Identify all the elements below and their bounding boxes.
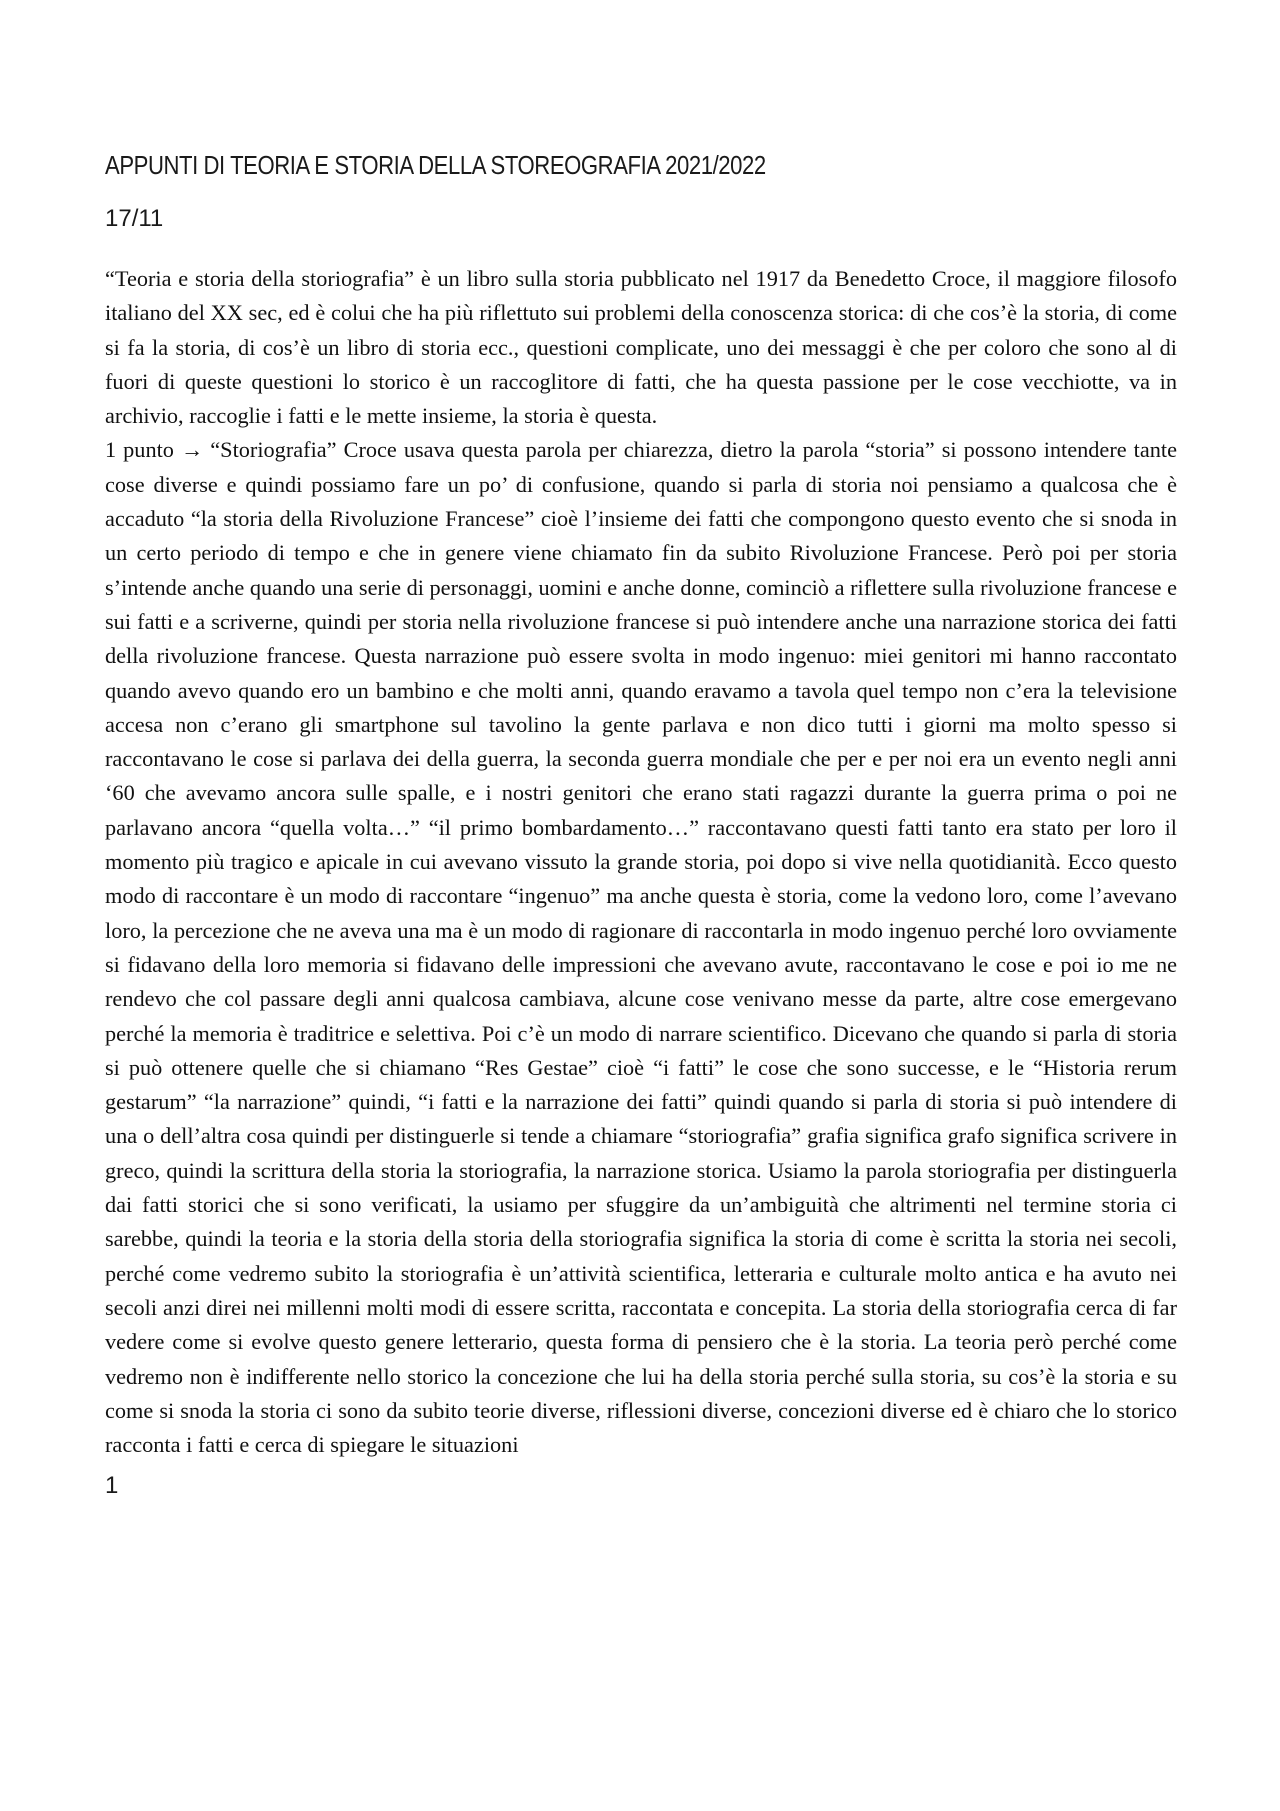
- document-date: 17/11: [105, 205, 164, 232]
- document-title: APPUNTI DI TEORIA E STORIA DELLA STOREOGRAFIA 2021/2022: [105, 150, 766, 180]
- page-number: 1: [105, 1472, 119, 1500]
- body-paragraph-intro: “Teoria e storia della storiografia” è un libro sulla storia pubblicato nel 1917 da Benedetto Croce, il maggiore filosofo italiano del XX sec, ed è colui che ha più riflettuto sui problemi della conoscenza storica: di che cos’è la storia, di come si fa la storia, di cos’è un libro di storia ecc., questioni complicate, uno dei messaggi è che per coloro che sono al di fuori di queste questioni lo storico è un raccoglitore di fatti, che ha questa passione per le cose vecchiotte, va in archivio, raccoglie i fatti e le mette insieme, la storia è questa.: [105, 266, 1177, 429]
- body-paragraph-punto-1: 1 punto → “Storiografia” Croce usava questa parola per chiarezza, dietro la parola “storia” si possono intendere tante cose diverse e quindi possiamo fare un po’ di confusione, quando si parla di storia noi pensiamo a qualcosa che è accaduto “la storia della Rivoluzione Francese” cioè l’insieme dei fatti che compongono questo evento che si snoda in un certo periodo di tempo e che in genere viene chiamato fin da subito Rivoluzione Francese. Però poi per storia s’intende anche quando una serie di personaggi, uomini e anche donne, cominciò a riflettere sulla rivoluzione francese e sui fatti e a scriverne, quindi per storia nella rivoluzione francese si può intendere anche una narrazione storica dei fatti della rivoluzione francese. Questa narrazione può essere svolta in modo ingenuo: miei genitori mi hanno raccontato quando avevo quando ero un bambino e che molti anni, quando eravamo a tavola quel tempo non c’era la televisione accesa non c’erano gli smartphone sul tavolino la gente parlava e non dico tutti i giorni ma molto spesso si raccontavano le cose si parlava dei della guerra, la seconda guerra mondiale che per e per noi era un evento negli anni ‘60 che avevamo ancora sulle spalle, e i nostri genitori che erano stati ragazzi durante la guerra prima o poi ne parlavano ancora “quella volta…” “il primo bombardamento…” raccontavano questi fatti tanto era stato per loro il momento più tragico e apicale in cui avevano vissuto la grande storia, poi dopo si vive nella quotidianità. Ecco questo modo di raccontare è un modo di raccontare “ingenuo” ma anche questa è storia, come la vedono loro, come l’avevano loro, la percezione che ne aveva una ma è un modo di ragionare di raccontarla in modo ingenuo perché loro ovviamente si fidavano della loro memoria si fidavano delle impressioni che avevano avute, raccontavano le cose e poi io me ne rendevo che col passare degli anni qualcosa cambiava, alcune cose venivano messe da parte, altre cose emergevano perché la memoria è traditrice e selettiva. Poi c’è un modo di narrare scientifico. Dicevano che quando si parla di storia si può ottenere quelle che si chiamano “Res Gestae” cioè “i fatti” le cose che sono successe, e le “Historia rerum gestarum” “la narrazione” quindi, “i fatti e la narrazione dei fatti” quindi quando si parla di storia si può intendere di una o dell’altra cosa quindi per distinguerle si tende a chiamare “storiografia” grafia significa grafo significa scrivere in greco, quindi la scrittura della storia la storiografia, la narrazione storica. Usiamo la parola storiografia per distinguerla dai fatti storici che si sono verificati, la usiamo per sfuggire da un’ambiguità che altrimenti nel termine storia ci sarebbe, quindi la teoria e la storia della storia della storiografia significa la storia di come è scritta la storia nei secoli, perché come vedremo subito la storiografia è un’attività scientifica, letteraria e culturale molto antica e ha avuto nei secoli anzi direi nei millenni molti modi di essere scritta, raccontata e concepita. La storia della storiografia cerca di far vedere come si evolve questo genere letterario, questa forma di pensiero che è la storia. La teoria però perché come vedremo non è indifferente nello storico la concezione che lui ha della storia perché sulla storia, su cos’è la storia e su come si snoda la storia ci sono da subito teorie diverse, riflessioni diverse, concezioni diverse ed è chiaro che lo storico racconta i fatti e cerca di spiegare le situazioni: [105, 437, 1177, 1458]
- document-body: [105, 262, 1177, 1462]
